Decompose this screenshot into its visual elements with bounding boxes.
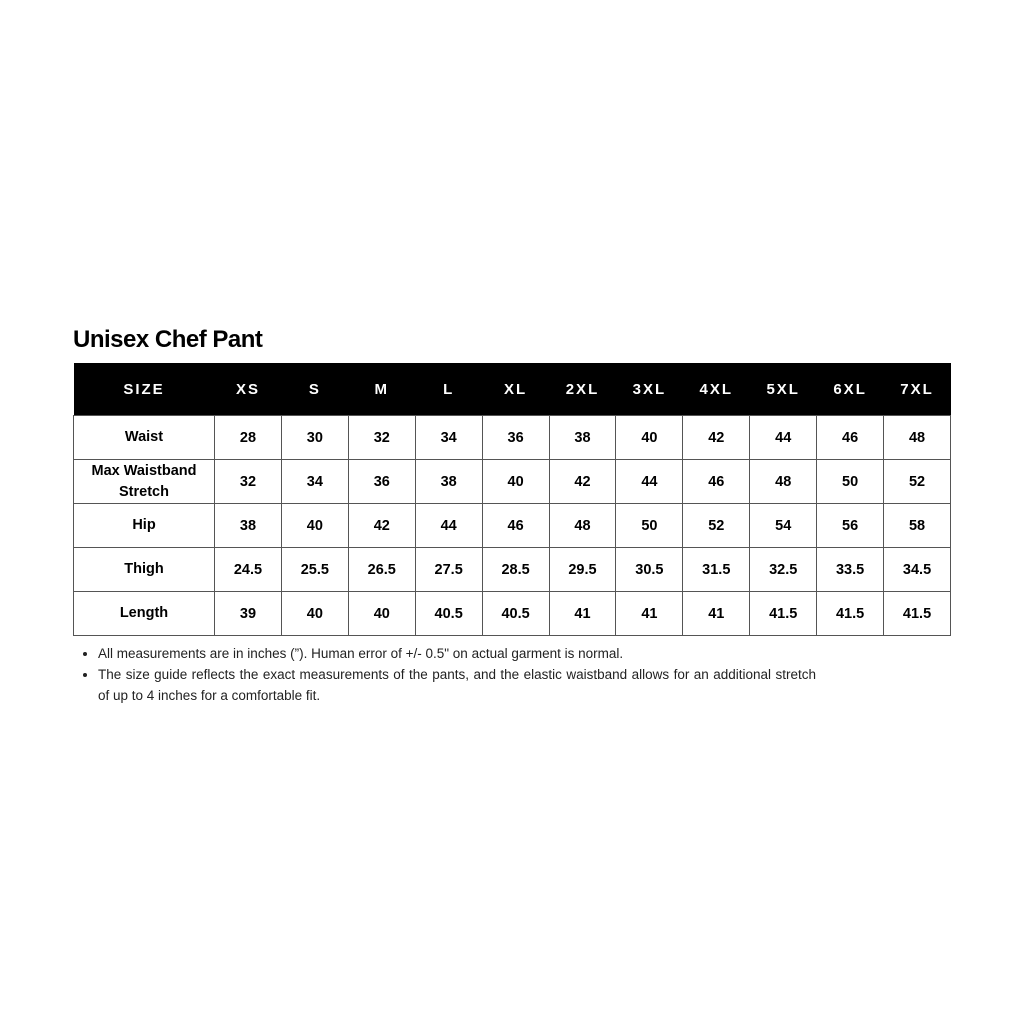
header-size: XS xyxy=(215,363,282,416)
header-size: XL xyxy=(482,363,549,416)
table-cell: 30 xyxy=(281,416,348,460)
table-cell: 44 xyxy=(415,504,482,548)
table-cell: 56 xyxy=(817,504,884,548)
table-cell: 36 xyxy=(348,460,415,504)
table-cell: 46 xyxy=(482,504,549,548)
table-cell: 40 xyxy=(281,592,348,636)
table-cell: 52 xyxy=(683,504,750,548)
table-cell: 44 xyxy=(750,416,817,460)
table-cell: 42 xyxy=(549,460,616,504)
table-cell: 52 xyxy=(884,460,951,504)
table-cell: 29.5 xyxy=(549,548,616,592)
table-cell: 41.5 xyxy=(884,592,951,636)
table-header-row xyxy=(74,363,951,416)
table-cell: 46 xyxy=(683,460,750,504)
header-size: 6XL xyxy=(817,363,884,416)
table-cell: 58 xyxy=(884,504,951,548)
header-size-label: SIZE xyxy=(74,363,215,416)
table-cell: 38 xyxy=(415,460,482,504)
table-cell: 31.5 xyxy=(683,548,750,592)
table-cell: 41.5 xyxy=(750,592,817,636)
table-cell: 50 xyxy=(817,460,884,504)
table-cell: 38 xyxy=(549,416,616,460)
table-cell: 39 xyxy=(215,592,282,636)
table-cell: 40 xyxy=(281,504,348,548)
row-label: Thigh xyxy=(74,548,215,592)
row-label: Hip xyxy=(74,504,215,548)
header-size: 7XL xyxy=(884,363,951,416)
measurement-notes xyxy=(80,643,816,706)
table-cell: 28 xyxy=(215,416,282,460)
table-cell: 24.5 xyxy=(215,548,282,592)
table-row xyxy=(74,504,951,548)
row-label: Waist xyxy=(74,416,215,460)
table-cell: 40.5 xyxy=(415,592,482,636)
table-cell: 27.5 xyxy=(415,548,482,592)
row-label: Length xyxy=(74,592,215,636)
header-size: L xyxy=(415,363,482,416)
table-cell: 26.5 xyxy=(348,548,415,592)
table-cell: 48 xyxy=(549,504,616,548)
table-cell: 41.5 xyxy=(817,592,884,636)
table-cell: 25.5 xyxy=(281,548,348,592)
note-item: • All measurements are in inches (”). Human error of +/- 0.5" on actual garment is normal. xyxy=(98,643,816,664)
table-cell: 38 xyxy=(215,504,282,548)
table-cell: 46 xyxy=(817,416,884,460)
size-chart-table xyxy=(73,363,951,636)
table-cell: 32 xyxy=(215,460,282,504)
table-cell: 42 xyxy=(683,416,750,460)
table-cell: 41 xyxy=(683,592,750,636)
row-label: Max Waistband Stretch xyxy=(74,460,215,504)
note-item: • The size guide reflects the exact measurements of the pants, and the elastic waistband allows for an additional stretch of up to 4 inches for a comfortable fit. xyxy=(98,664,816,706)
table-cell: 50 xyxy=(616,504,683,548)
header-size: 3XL xyxy=(616,363,683,416)
header-size: M xyxy=(348,363,415,416)
table-cell: 40 xyxy=(482,460,549,504)
table-cell: 36 xyxy=(482,416,549,460)
table-cell: 32.5 xyxy=(750,548,817,592)
table-cell: 48 xyxy=(750,460,817,504)
table-cell: 40 xyxy=(348,592,415,636)
table-cell: 32 xyxy=(348,416,415,460)
table-row xyxy=(74,548,951,592)
table-cell: 41 xyxy=(616,592,683,636)
table-cell: 48 xyxy=(884,416,951,460)
table-cell: 44 xyxy=(616,460,683,504)
header-size: 2XL xyxy=(549,363,616,416)
table-cell: 40.5 xyxy=(482,592,549,636)
table-cell: 33.5 xyxy=(817,548,884,592)
table-row xyxy=(74,416,951,460)
table-cell: 34.5 xyxy=(884,548,951,592)
header-size: 5XL xyxy=(750,363,817,416)
header-size: S xyxy=(281,363,348,416)
table-cell: 54 xyxy=(750,504,817,548)
table-cell: 30.5 xyxy=(616,548,683,592)
table-row xyxy=(74,460,951,504)
table-cell: 34 xyxy=(415,416,482,460)
table-cell: 41 xyxy=(549,592,616,636)
table-cell: 40 xyxy=(616,416,683,460)
table-cell: 34 xyxy=(281,460,348,504)
table-cell: 28.5 xyxy=(482,548,549,592)
header-size: 4XL xyxy=(683,363,750,416)
table-cell: 42 xyxy=(348,504,415,548)
page-title: Unisex Chef Pant xyxy=(73,326,263,353)
table-row xyxy=(74,592,951,636)
